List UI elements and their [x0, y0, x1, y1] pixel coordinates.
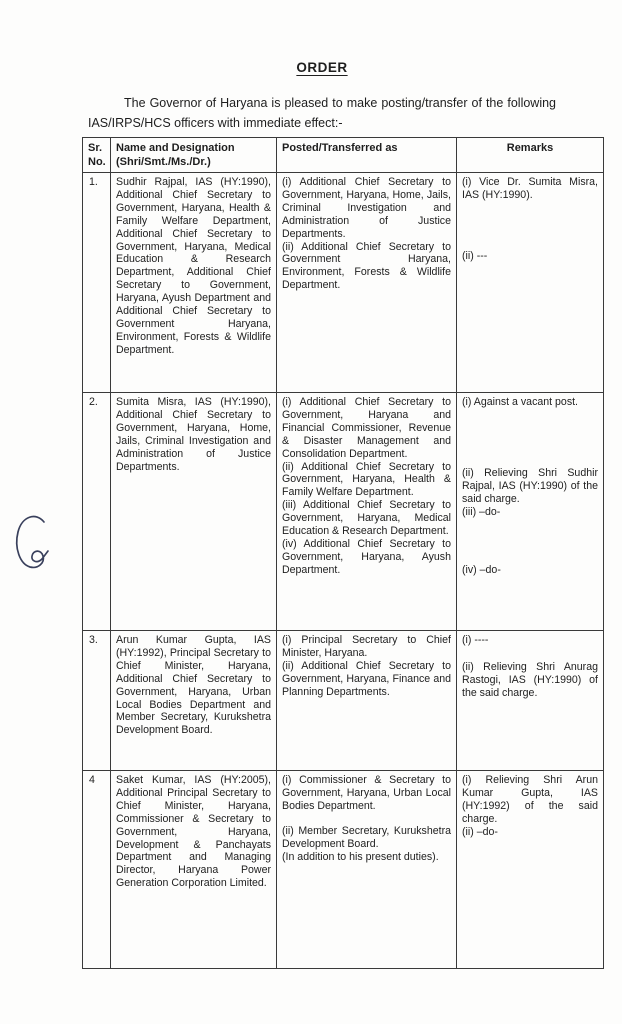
row4-remarks-cell: (i) Relieving Shri Arun Kumar Gupta, IAS (HY:1992) of the said charge. (ii) –do- [457, 771, 604, 969]
table-header-row [83, 138, 604, 173]
table-row [83, 393, 604, 631]
table-row [83, 771, 604, 969]
header-remarks: Remarks [457, 138, 604, 173]
row2-remarks-cell: (i) Against a vacant post. (ii) Relieving Shri Sudhir Rajpal, IAS (HY:1990) of the said charge. (iii) –do- (iv) –do- [457, 393, 604, 631]
row3-posted-cell: (i) Principal Secretary to Chief Minister, Haryana. (ii) Additional Chief Secretary to Government, Haryana, Finance and Planning Departments. [277, 631, 457, 771]
table-row [83, 631, 604, 771]
row1-name-cell: Sudhir Rajpal, IAS (HY:1990), Additional Chief Secretary to Government, Haryana, Health & Family Welfare Department, Additional Chief Secretary to Government, Haryana, Medical Education & Research Department, Additional Chief Secretary to Government, Haryana, Ayush Department and Additional Chief Secretary to Government Haryana, Environment, Forests & Wildlife Department. [111, 173, 277, 393]
row3-name-cell: Arun Kumar Gupta, IAS (HY:1992), Principal Secretary to Chief Minister, Haryana, Additional Chief Secretary to Government, Haryana, Urban Local Bodies Department and Member Secretary, Kurukshetra Development Board. [111, 631, 277, 771]
header-name-designation: Name and Designation (Shri/Smt./Ms./Dr.) [111, 138, 277, 173]
row2-posted-cell: (i) Additional Chief Secretary to Government, Haryana and Financial Commissioner, Revenue & Disaster Management and Consolidation Department. (ii) Additional Chief Secretary to Government, Haryana, Health & Family Welfare Department. (iii) Additional Chief Secretary to Government, Haryana, Medical Education & Research Department. (iv) Additional Chief Secretary to Government, Haryana, Ayush Department. [277, 393, 457, 631]
row1-remarks-cell: (i) Vice Dr. Sumita Misra, IAS (HY:1990). (ii) --- [457, 173, 604, 393]
row3-remarks-cell: (i) ---- (ii) Relieving Shri Anurag Rastogi, IAS (HY:1990) of the said charge. [457, 631, 604, 771]
posting-transfer-table [82, 137, 604, 969]
header-sr-no: Sr. No. [83, 138, 111, 173]
row2-sr-cell: 2. [83, 393, 111, 631]
handwritten-initials-icon [10, 508, 62, 584]
row3-sr-cell: 3. [83, 631, 111, 771]
page-title: ORDER [296, 60, 348, 75]
row4-posted-cell: (i) Commissioner & Secretary to Government, Haryana, Urban Local Bodies Department. (ii) Member Secretary, Kurukshetra Development Board. (In addition to his present duties). [277, 771, 457, 969]
intro-paragraph: The Governor of Haryana is pleased to make posting/transfer of the following IAS/IRPS/HCS officers with immediate effect:- [88, 96, 556, 130]
row1-sr-cell: 1. [83, 173, 111, 393]
row2-name-cell: Sumita Misra, IAS (HY:1990), Additional Chief Secretary to Government, Haryana, Home, Jails, Criminal Investigation and Administration of Justice Departments. [111, 393, 277, 631]
row4-sr-cell: 4 [83, 771, 111, 969]
header-posted-transferred: Posted/Transferred as [277, 138, 457, 173]
table-row [83, 173, 604, 393]
row1-posted-cell: (i) Additional Chief Secretary to Government, Haryana, Home, Jails, Criminal Investigation and Administration of Justice Departments. (ii) Additional Chief Secretary to Government Haryana, Environment, Forests & Wildlife Department. [277, 173, 457, 393]
row4-name-cell: Saket Kumar, IAS (HY:2005), Additional Principal Secretary to Chief Minister, Haryana, Commissioner & Secretary to Government, Haryana, Development & Panchayats Department and Managing Director, Haryana Power Generation Corporation Limited. [111, 771, 277, 969]
